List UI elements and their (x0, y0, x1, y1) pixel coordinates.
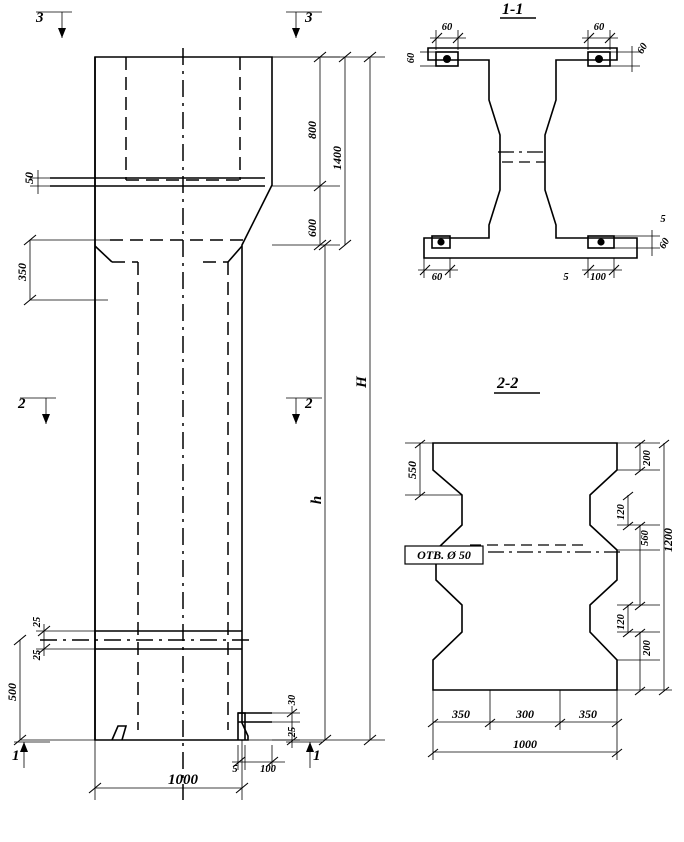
section1-outline (424, 48, 637, 258)
mark-1-left: 1 (12, 748, 20, 764)
s2-dim-200-top: 200 (642, 450, 653, 466)
section1-base-bolt-left (438, 239, 444, 245)
elevation-anchor-right-plate (238, 713, 272, 722)
dim-H: H (354, 376, 370, 388)
s2-dim-300: 300 (516, 707, 534, 721)
s2-hole-note: ОТВ. Ø 50 (417, 548, 471, 562)
section2-dimension-lines (405, 440, 672, 760)
s2-dim-560: 560 (640, 530, 651, 546)
s1-dim-60-bl: 60 (431, 272, 443, 283)
dim-50-left: 50 (22, 172, 36, 184)
s2-dim-120-top: 120 (616, 504, 627, 520)
s1-dim-100-bottom: 100 (590, 272, 606, 283)
section-mark-arrows (20, 28, 314, 752)
dim-350-left: 350 (15, 263, 29, 281)
s1-dim-60-tr-h: 60 (593, 22, 605, 33)
dim-h: h (309, 495, 325, 505)
section-1-1 (418, 30, 660, 278)
section1-base-bolt-right (598, 239, 604, 245)
elevation-line-50 (50, 178, 265, 186)
dim-25-c: 25 (287, 726, 298, 738)
s2-dim-350-left: 350 (452, 707, 470, 721)
s1-dim-60-br: 60 (657, 236, 673, 252)
mark-2-right: 2 (305, 396, 313, 412)
dim-5-bottom: 5 (232, 764, 238, 775)
s1-dim-60-tl-h: 60 (441, 22, 453, 33)
dim-25-a: 25 (32, 616, 43, 628)
s2-dim-120-bot: 120 (616, 614, 627, 630)
elevation-taper-left (95, 246, 112, 262)
mark-3-right: 3 (305, 10, 313, 26)
dim-1400: 1400 (330, 146, 344, 170)
section1-dimension-lines (418, 30, 660, 278)
dim-600: 600 (305, 219, 319, 237)
s2-dim-350-right: 350 (579, 707, 597, 721)
title-section-2: 2-2 (497, 375, 519, 392)
dim-25-b: 25 (32, 649, 43, 661)
dim-800: 800 (305, 121, 319, 139)
s1-dim-60-tr-v: 60 (635, 41, 651, 57)
section2-outline (433, 443, 617, 690)
mark-1-right: 1 (313, 748, 321, 764)
elevation-view (14, 12, 385, 800)
s2-dim-1000: 1000 (513, 737, 537, 751)
section1-bolt-left (444, 56, 450, 62)
mark-2-left: 2 (18, 396, 26, 412)
elevation-hidden-lines (110, 57, 248, 730)
section-2-2 (405, 440, 672, 760)
s1-dim-60-tl-v: 60 (406, 52, 417, 64)
dim-500-left: 500 (5, 683, 19, 701)
s1-dim-5-br: 5 (660, 214, 666, 225)
section1-bolt-right (596, 56, 602, 62)
s2-dim-1200: 1200 (661, 528, 675, 552)
s1-dim-5-bottom: 5 (563, 272, 569, 283)
mark-3-left: 3 (36, 10, 44, 26)
elevation-dimension-lines (14, 12, 385, 800)
dim-30-right: 30 (287, 694, 298, 706)
elevation-haunch-left (112, 726, 126, 740)
elevation-taper-right (228, 246, 242, 262)
title-section-1: 1-1 (502, 1, 524, 18)
dim-width-1000: 1000 (168, 772, 198, 788)
dim-100-bottom: 100 (260, 764, 276, 775)
s2-dim-550: 550 (405, 461, 419, 479)
labels (5, 1, 675, 788)
s2-dim-200-bot: 200 (642, 640, 653, 656)
